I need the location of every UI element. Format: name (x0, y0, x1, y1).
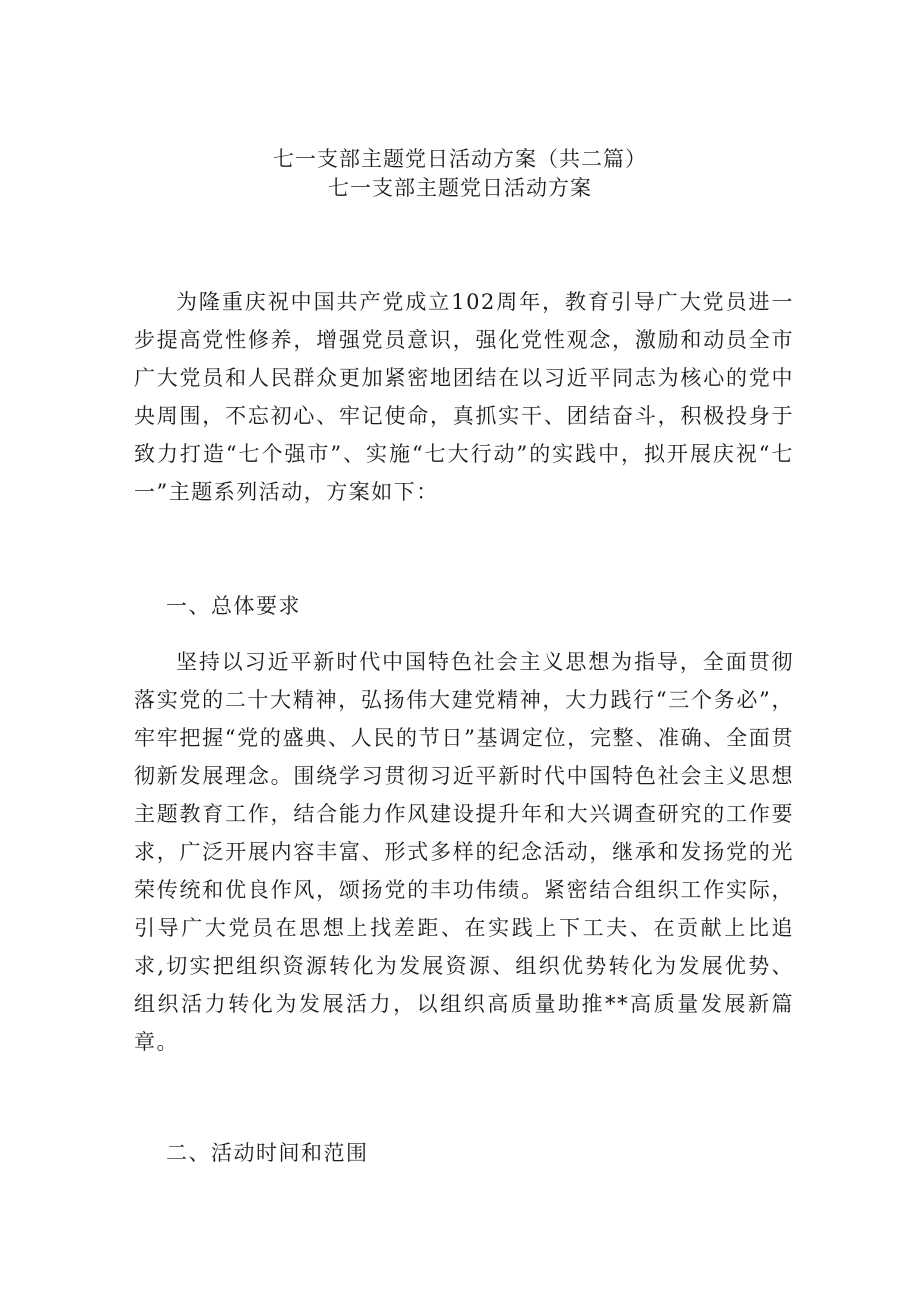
title-block (0, 145, 920, 203)
section-1-paragraph: 坚持以习近平新时代中国特色社会主义思想为指导，全面贯彻落实党的二十大精神，弘扬伟大建党精神，大力践行“三个务必”，牢牢把握“党的盛典、人民的节日”基调定位，完整、准确、全面贯彻新发展理念。围绕学习贯彻习近平新时代中国特色社会主义思想主题教育工作，结合能力作风建设提升年和大兴调查研究的工作要求，广泛开展内容丰富、形式多样的纪念活动，继承和发扬党的光荣传统和优良作风，颂扬党的丰功伟绩。紧密结合组织工作实际，引导广大党员在思想上找差距、在实践上下工夫、在贡献上比追求,切实把组织资源转化为发展资源、组织优势转化为发展优势、组织活力转化为发展活力，以组织高质量助推**高质量发展新篇章。 (134, 650, 794, 1054)
section-2-heading: 二、活动时间和范围 (166, 1141, 369, 1165)
document-title: 七一支部主题党日活动方案（共二篇） (273, 147, 647, 171)
section-1-heading: 一、总体要求 (166, 594, 301, 618)
document-subtitle: 七一支部主题党日活动方案 (328, 176, 592, 200)
intro-paragraph: 为隆重庆祝中国共产党成立102周年，教育引导广大党员进一步提高党性修养，增强党员意识，强化党性观念，激励和动员全市广大党员和人民群众更加紧密地团结在以习近平同志为核心的党中央周围，不忘初心、牢记使命，真抓实干、团结奋斗，积极投身于致力打造“七个强市”、实施“七大行动”的实践中，拟开展庆祝“七一”主题系列活动，方案如下： (134, 290, 794, 504)
